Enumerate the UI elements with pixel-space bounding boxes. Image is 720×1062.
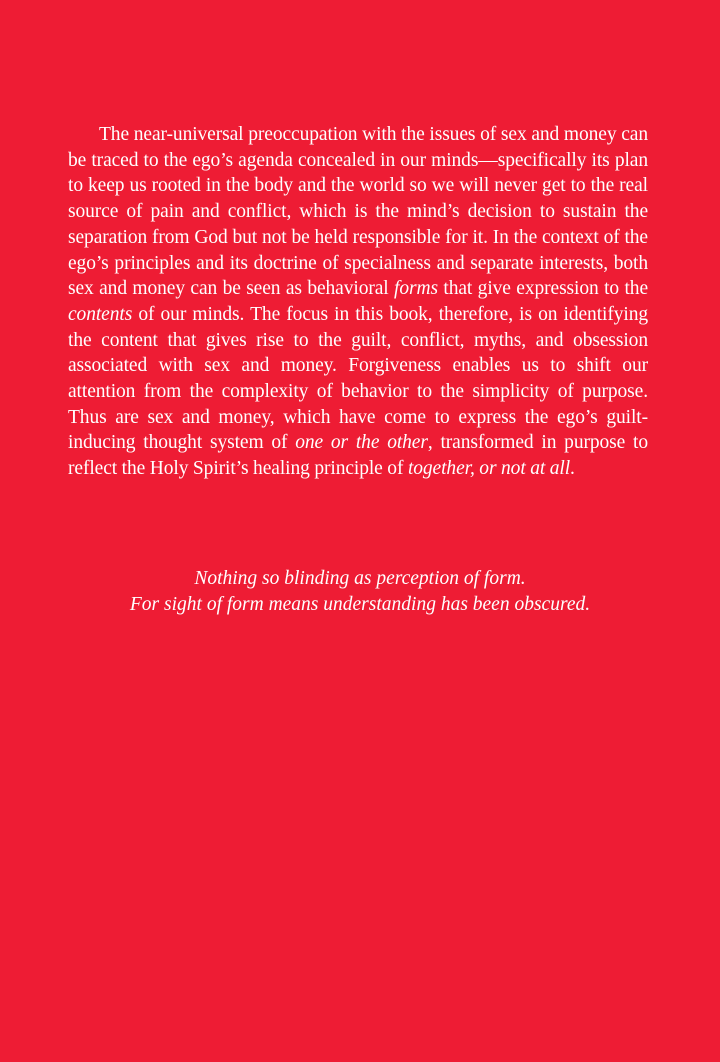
blurb-italic-contents: contents: [68, 303, 133, 325]
quote-line-1: Nothing so blinding as perception of form.: [194, 568, 526, 589]
blurb-text: of our minds. The focus in this book, therefore, is on identifying the content that gives rise to the guilt, conflict, myths, and obsession associated with sex and money. Forgiveness enables us to shift our attention from the complexity of behavior to the simplicity of purpose. Thus are sex and money, which have come to express the ego’s guilt-inducing thought system of: [68, 303, 648, 454]
blurb-text: The near-universal preoccupation with the issues of sex and money can be traced to the ego’s agenda concealed in our minds—specifically its plan to keep us rooted in the body and the world so we will never get to the real source of pain and conflict, which is the mind’s decision to sustain the separation from God but not be held responsible for it. In the context of the ego’s principles and its doctrine of specialness and separate interests, both sex and money can be seen as behavioral: [68, 124, 648, 300]
blurb-text: that give expression to the: [437, 278, 648, 300]
blurb-italic-together: together, or not at all: [407, 458, 571, 480]
blurb-paragraph: [68, 122, 648, 482]
blurb-text: , transformed in purpose to reflect the Holy Spirit’s healing principle of: [68, 432, 648, 480]
epigraph-quote: [0, 566, 720, 617]
blurb-italic-forms: forms: [394, 278, 438, 300]
blurb-text: .: [570, 458, 575, 480]
blurb-italic-one-or-the-other: one or the other: [295, 432, 428, 454]
quote-line-2: For sight of form means understanding has been obscured.: [129, 593, 591, 615]
